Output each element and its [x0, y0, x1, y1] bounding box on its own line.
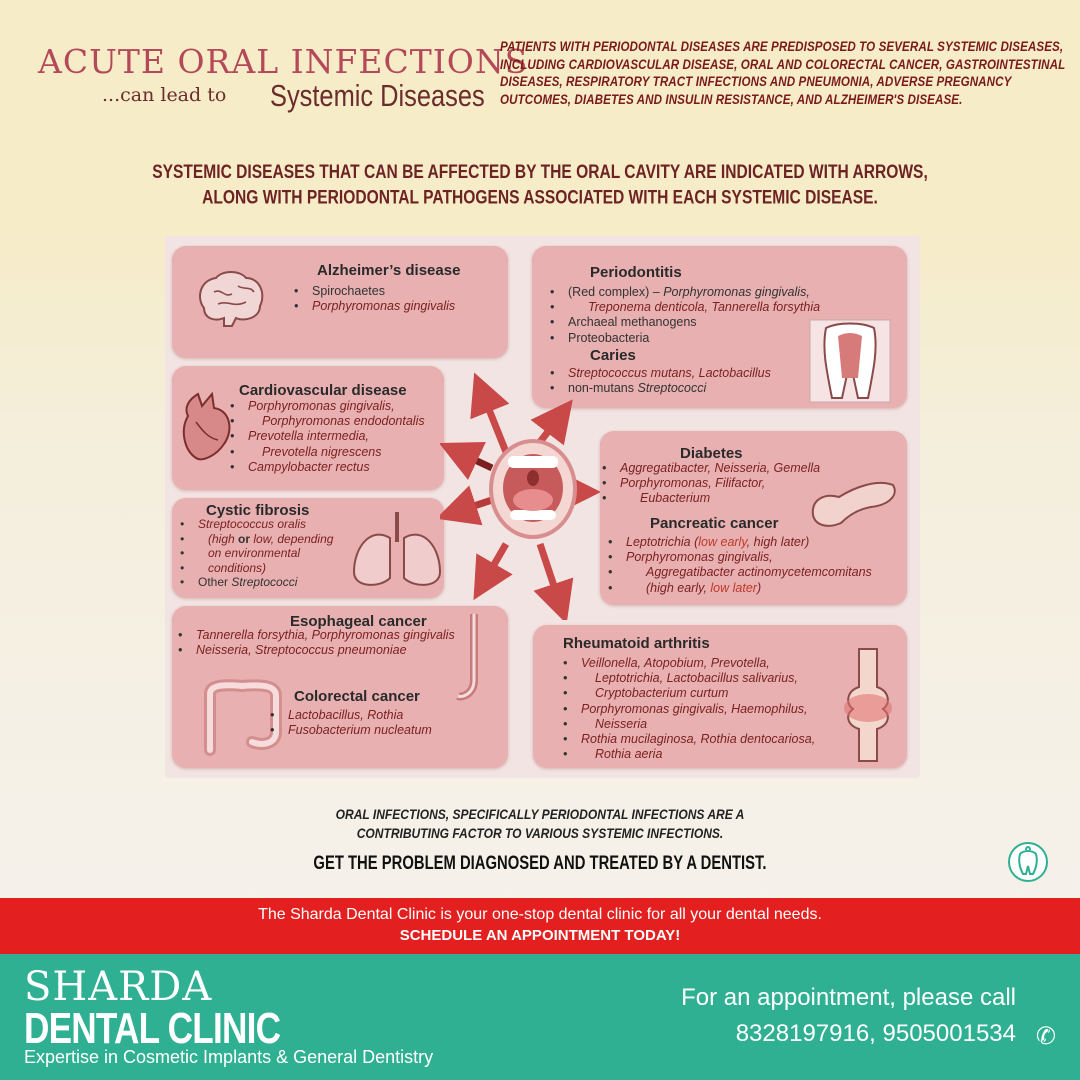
list-item: • Porphyromonas gingivalis, [228, 399, 448, 414]
box-diabetes [600, 431, 907, 605]
intro-paragraph: PATIENTS WITH PERIODONTAL DISEASES ARE PREDISPOSED TO SEVERAL SYSTEMIC DISEASES, INCLUDING CARDIOVASCULAR DISEASE, ORAL AND COLORECTAL CANCER, GASTROINTESTINAL DISEASES, RESPIRATORY TRACT INFECTIONS AND PNEUMONIA, ADVERSE PREGNANCY OUTCOMES, DIABETES AND INSULIN RESISTANCE, AND ALZHEIMER'S DISEASE. [500, 39, 1066, 107]
tooth-icon [808, 318, 892, 404]
brand-sharda: SHARDA [24, 964, 213, 1010]
list-item: • Porphyromonas gingivalis, Haemophilus, [561, 702, 851, 717]
list-item: • Streptococcus oralis [178, 517, 368, 532]
call-to-action: GET THE PROBLEM DIAGNOSED AND TREATED BY A DENTIST. [313, 853, 767, 874]
arrow-to-cystic [456, 500, 492, 512]
list-item: • Porphyromonas gingivalis, [606, 550, 906, 565]
pancreas-icon [805, 475, 899, 529]
closing-statement [0, 805, 1080, 843]
lungs-icon [350, 508, 444, 592]
list-item: • Rothia mucilaginosa, Rothia dentocariosa, [561, 732, 851, 747]
arrow-to-esophageal [484, 544, 506, 582]
list-item-continued: • Neisseria [561, 717, 851, 732]
brain-icon [194, 268, 268, 334]
list-item: • non-mutans Streptococci [548, 381, 848, 396]
arrow-to-rheumatoid [540, 544, 560, 604]
closing-line1: ORAL INFECTIONS, SPECIFICALLY PERIODONTAL INFECTIONS ARE A [335, 806, 745, 822]
list-item-continued: • Porphyromonas endodontalis [228, 414, 448, 429]
arrow-to-cardio [458, 452, 492, 468]
list-item: • Prevotella intermedia, [228, 429, 448, 444]
list-item: • Veillonella, Atopobium, Prevotella, [561, 656, 851, 671]
list-item-continued: • on environmental [178, 546, 368, 561]
list-item-continued: • (high early, low later) [606, 581, 906, 596]
title-can-lead-to: ...can lead to [102, 84, 227, 106]
alzheimers-title: Alzheimer’s disease [317, 262, 461, 279]
list-item-continued: • Prevotella nigrescens [228, 445, 448, 460]
subtitle-line1: SYSTEMIC DISEASES THAT CAN BE AFFECTED BY THE ORAL CAVITY ARE INDICATED WITH ARROWS, [152, 161, 928, 183]
colorectal-title: Colorectal cancer [294, 688, 420, 705]
diabetes-title: Diabetes [680, 445, 743, 462]
list-item-continued: • Treponema denticola, Tannerella forsythia [548, 300, 888, 315]
rheumatoid-title: Rheumatoid arthritis [563, 635, 710, 652]
open-mouth-icon [488, 438, 578, 540]
box-cystic-fibrosis [172, 498, 444, 598]
box-rheumatoid-arthritis [533, 625, 907, 768]
caries-title: Caries [590, 347, 636, 364]
subtitle-line2: ALONG WITH PERIODONTAL PATHOGENS ASSOCIATED WITH EACH SYSTEMIC DISEASE. [202, 187, 878, 209]
subtitle [0, 160, 1080, 211]
list-item-continued: • Aggregatibacter actinomycetemcomitans [606, 565, 906, 580]
periodontitis-title: Periodontitis [590, 264, 682, 281]
list-item-continued: • Eubacterium [600, 491, 860, 506]
list-item: • Archaeal methanogens [548, 315, 888, 330]
list-item: • Neisseria, Streptococcus pneumoniae [176, 643, 496, 658]
promo-banner [0, 898, 1080, 954]
list-item: • (Red complex) – Porphyromonas gingivalis, [548, 285, 888, 300]
cystic-title: Cystic fibrosis [206, 502, 310, 519]
list-item: • Leptotrichia (low early, high later) [606, 535, 906, 550]
title-systemic-diseases: Systemic Diseases [270, 78, 485, 113]
box-cardiovascular [172, 366, 444, 490]
list-item: • Other Streptococci [178, 575, 368, 590]
list-item: • Proteobacteria [548, 331, 888, 346]
list-item-continued: • (high or low, depending [178, 532, 368, 547]
phone-icon[interactable]: ✆ [1035, 1023, 1056, 1050]
closing-line2: CONTRIBUTING FACTOR TO VARIOUS SYSTEMIC INFECTIONS. [356, 825, 724, 841]
list-item-continued: • conditions) [178, 561, 368, 576]
list-item: • Streptococcus mutans, Lactobacillus [548, 366, 848, 381]
list-item: • Porphyromonas gingivalis [292, 299, 455, 314]
box-esophageal-colorectal [172, 606, 508, 768]
list-item-continued: • Cryptobacterium curtum [561, 686, 851, 701]
pancreatic-title: Pancreatic cancer [650, 515, 779, 532]
banner-line1: The Sharda Dental Clinic is your one-stop dental clinic for all your dental needs. [258, 906, 822, 923]
list-item-continued: • Rothia aeria [561, 747, 851, 762]
box-alzheimers [172, 246, 508, 358]
tooth-logo-icon [1010, 844, 1046, 880]
list-item: • Lactobacillus, Rothia [268, 708, 488, 723]
schedule-appointment-link[interactable]: SCHEDULE AN APPOINTMENT TODAY! [399, 927, 681, 944]
knee-joint-icon [839, 647, 897, 763]
list-item: • Porphyromonas, Filifactor, [600, 476, 860, 491]
esophagus-icon [454, 610, 494, 702]
brand-dental-clinic: DENTAL CLINIC [24, 1004, 281, 1053]
list-item: • Aggregatibacter, Neisseria, Gemella [600, 461, 860, 476]
list-item: • Campylobacter rectus [228, 460, 448, 475]
clinic-tooth-logo-icon [1008, 842, 1048, 882]
brand-tagline: Expertise in Cosmetic Implants & General Dentistry [24, 1047, 434, 1067]
footer [0, 954, 1080, 1080]
esophageal-title: Esophageal cancer [290, 613, 427, 630]
list-item: • Tannerella forsythia, Porphyromonas gingivalis [176, 628, 496, 643]
appointment-label: For an appointment, please call [681, 984, 1016, 1011]
cardio-title: Cardiovascular disease [239, 382, 407, 399]
list-item: • Spirochaetes [292, 284, 455, 299]
phone-numbers[interactable]: 8328197916, 9505001534 [735, 1020, 1016, 1047]
list-item-continued: • Leptotrichia, Lactobacillus salivarius, [561, 671, 851, 686]
list-item: • Fusobacterium nucleatum [268, 723, 488, 738]
title-acute-oral-infections: ACUTE ORAL INFECTIONS [38, 42, 529, 81]
